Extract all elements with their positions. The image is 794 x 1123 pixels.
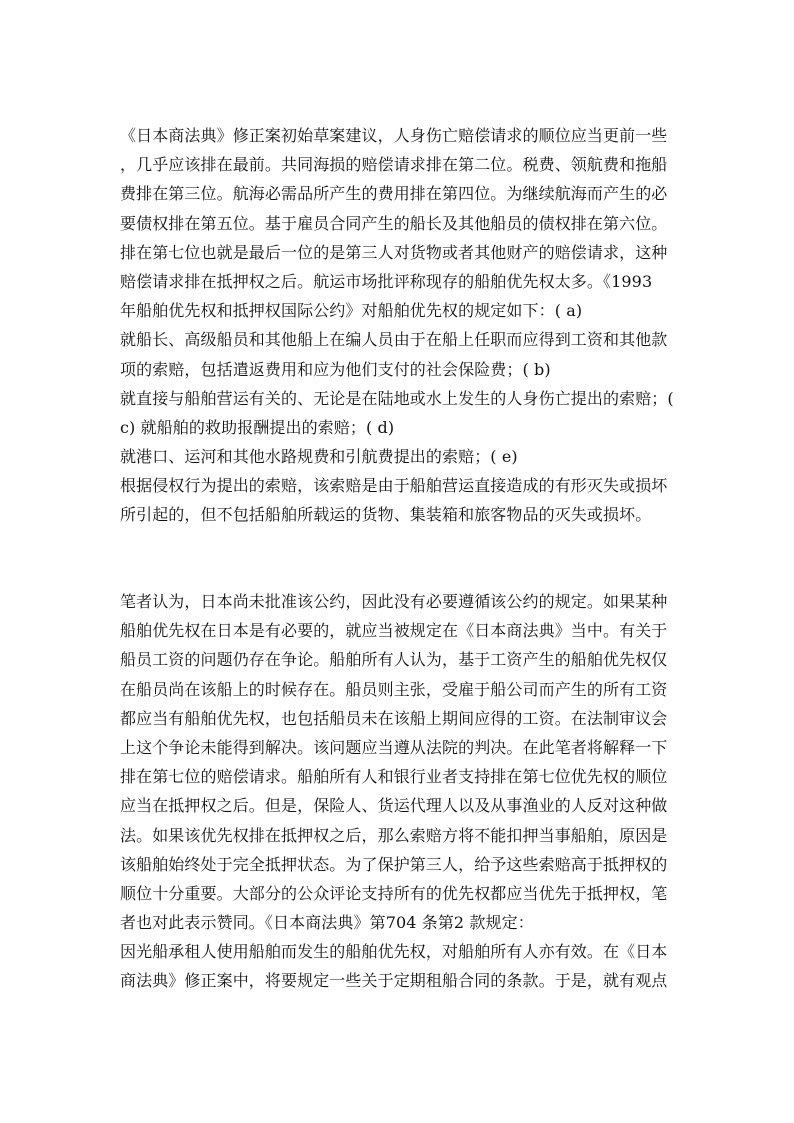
text-line: 应当在抵押权之后。但是，保险人、货运代理人以及从事渔业的人反对这种做 — [120, 796, 668, 816]
text-line: 《日本商法典》修正案初始草案建议，人身伤亡赔偿请求的顺位应当更前一些 — [120, 126, 668, 145]
text-line: 船舶优先权在日本是有必要的，就应当被规定在《日本商法典》当中。有关于 — [120, 621, 668, 641]
text-line: 就船长、高级船员和其他船上在编人员由于在船上任职而应得到工资和其他款 — [120, 330, 668, 350]
text-line: 费排在第三位。航海必需品所产生的费用排在第四位。为继续航海而产生的必 — [120, 184, 668, 204]
paragraph-author-opinion — [120, 587, 680, 996]
text-line: 商法典》修正案中，将要规定一些关于定期租船合同的条款。于是，就有观点 — [120, 971, 668, 991]
text-line: ，几乎应该排在最前。共同海损的赔偿请求排在第二位。税费、领航费和拖船 — [120, 155, 668, 175]
text-line: 者也对此表示赞同。《日本商法典》第704 条第2 款规定： — [120, 913, 534, 933]
text-line: 年船舶优先权和抵押权国际公约》对船舶优先权的规定如下：( a) — [120, 301, 583, 321]
text-line: 都应当有船舶优先权，也包括船员未在该船上期间应得的工资。在法制审议会 — [120, 708, 668, 728]
paragraph-lien-priorities — [120, 121, 680, 530]
text-line: 在船员尚在该船上的时候存在。船员则主张，受雇于船公司而产生的所有工资 — [120, 679, 668, 699]
text-line: 就港口、运河和其他水路规费和引航费提出的索赔；( e) — [120, 447, 518, 467]
text-line: 上这个争论未能得到解决。该问题应当遵从法院的判决。在此笔者将解释一下 — [120, 737, 668, 757]
text-line: c) 就船舶的救助报酬提出的索赔；( d) — [120, 417, 395, 437]
text-line: 船员工资的问题仍存在争论。船舶所有人认为，基于工资产生的船舶优先权仅 — [120, 650, 668, 670]
text-line: 因光船承租人使用船舶而发生的船舶优先权，对船舶所有人亦有效。在《日本 — [120, 942, 668, 962]
text-line: 排在第七位也就是最后一位的是第三人对货物或者其他财产的赔偿请求，这种 — [120, 242, 668, 262]
text-line: 赔偿请求排在抵押权之后。航运市场批评称现存的船舶优先权太多。《1993 — [120, 271, 653, 291]
text-line: 要债权排在第五位。基于雇员合同产生的船长及其他船员的债权排在第六位。 — [120, 213, 668, 233]
text-line: 顺位十分重要。大部分的公众评论支持所有的优先权都应当优先于抵押权，笔 — [120, 883, 668, 903]
text-line: 该船舶始终处于完全抵押状态。为了保护第三人，给予这些索赔高于抵押权的 — [120, 854, 668, 874]
text-line: 所引起的，但不包括船舶所载运的货物、集装箱和旅客物品的灭失或损坏。 — [120, 505, 652, 525]
text-line: 笔者认为，日本尚未批准该公约，因此没有必要遵循该公约的规定。如果某种 — [120, 592, 668, 611]
text-line: 排在第七位的赔偿请求。船舶所有人和银行业者支持排在第七位优先权的顺位 — [120, 767, 668, 787]
text-line: 根据侵权行为提出的索赔，该索赔是由于船舶营运直接造成的有形灭失或损坏 — [120, 476, 668, 496]
text-line: 法。如果该优先权排在抵押权之后，那么索赔方将不能扣押当事船舶，原因是 — [120, 825, 668, 845]
text-line: 项的索赔，包括遣返费用和应为他们支付的社会保险费；( b) — [120, 359, 551, 379]
text-line: 就直接与船舶营运有关的、无论是在陆地或水上发生的人身伤亡提出的索赔；( — [120, 388, 674, 408]
